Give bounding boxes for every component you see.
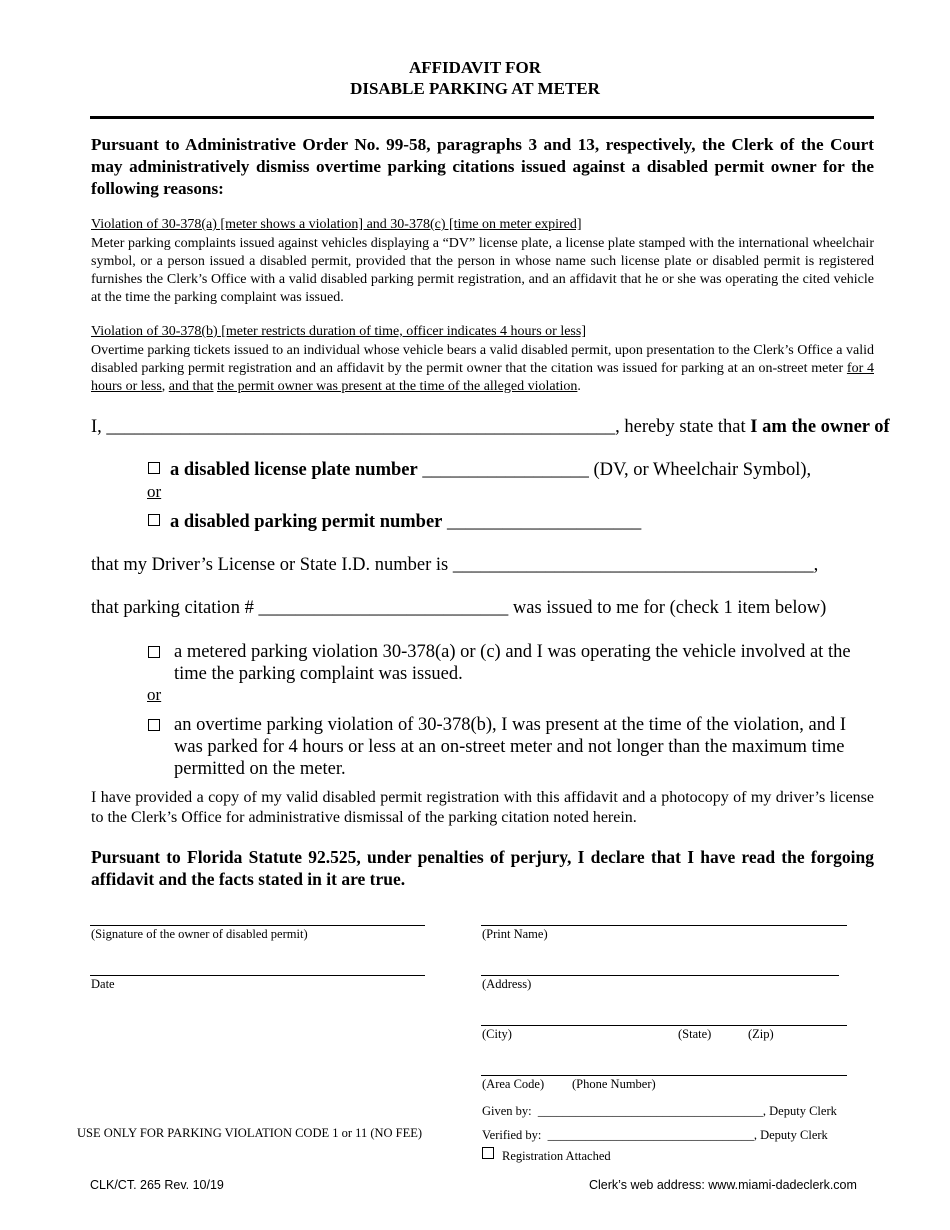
intro-paragraph: Pursuant to Administrative Order No. 99-58, paragraphs 3 and 13, respectively, the Clerk of the Court may administratively dismiss overtime parking citations issued against a disabled permit owner for the following reasons: [91, 135, 874, 198]
permit-number-option: a disabled parking permit number _____________________ [148, 511, 641, 533]
header-rule [90, 116, 874, 119]
signature-line[interactable] [90, 925, 425, 926]
overtime-violation-option [148, 714, 878, 780]
phone-number-label: (Phone Number) [572, 1077, 656, 1091]
section1-body: Meter parking complaints issued against vehicles displaying a “DV” license plate, a license plate stamped with the international wheelchair symbol, or a person issued a disabled permit, provided that the person in whose name such license plate or disabled permit is registered furnishes the Clerk’s Office with a valid disabled parking permit registration, and an affidavit that he or she was operating the cited vehicle at the time the parking complaint was issued. [91, 236, 874, 305]
section2-heading: Violation of 30-378(b) [meter restricts duration of time, officer indicates 4 hours or less] [91, 324, 586, 339]
print-name-label: (Print Name) [482, 927, 548, 941]
permit-number-field[interactable]: _____________________ [442, 512, 642, 532]
phone-line[interactable] [481, 1075, 847, 1076]
clerk-web-address: Clerk’s web address: www.miami-dadeclerk.com [589, 1178, 857, 1192]
zip-label: (Zip) [748, 1027, 774, 1041]
date-line[interactable] [90, 975, 425, 976]
given-by-row: Given by: ____________________________________, Deputy Clerk [482, 1104, 837, 1118]
date-label: Date [91, 977, 115, 991]
registration-attached-row: Registration Attached [482, 1147, 611, 1164]
permit-number-checkbox[interactable] [148, 514, 160, 526]
state-label: (State) [678, 1027, 712, 1041]
area-code-label: (Area Code) [482, 1077, 545, 1091]
section2-body: Overtime parking tickets issued to an individual whose vehicle bears a valid disabled permit, upon presentation to the Clerk’s Office a valid disabled parking permit registration and an affidavit by the permit owner that the citation was issued for parking at an on-street meter for 4 hours or less, and that the permit owner was present at the time of the alleged violation. [91, 343, 874, 394]
drivers-license-line: that my Driver’s License or State I.D. number is _______________________________________, [91, 555, 819, 575]
given-by-field[interactable]: ____________________________________ [537, 1104, 763, 1118]
city-label: (City) [482, 1027, 512, 1041]
owner-statement-line: I, _______________________________________________________, hereby state that I am the owner of [91, 417, 890, 437]
perjury-declaration: Pursuant to Florida Statute 92.525, under penalties of perjury, I declare that I have read the forgoing affidavit and the facts stated in it are true. [91, 847, 874, 889]
license-plate-option: a disabled license plate number __________________ (DV, or Wheelchair Symbol), [148, 459, 811, 481]
address-line[interactable] [481, 975, 839, 976]
owner-name-field[interactable]: _______________________________________________________ [106, 417, 616, 437]
verified-by-row: Verified by: _________________________________, Deputy Clerk [482, 1128, 828, 1142]
verified-by-field[interactable]: _________________________________ [547, 1128, 754, 1142]
form-title-line2: DISABLE PARKING AT METER [350, 79, 600, 98]
print-name-line[interactable] [481, 925, 847, 926]
metered-violation-checkbox[interactable] [148, 646, 160, 658]
or-separator-2: or [147, 685, 162, 704]
overtime-violation-text: an overtime parking violation of 30-378(b), I was present at the time of the violation, and I was parked for 4 hours or less at an on-street meter and not longer than the maximum time permitted on the meter. [174, 715, 846, 779]
form-code: CLK/CT. 265 Rev. 10/19 [90, 1178, 224, 1192]
provided-statement: I have provided a copy of my valid disabled permit registration with this affidavit and a photocopy of my driver’s license to the Clerk’s Office for administrative dismissal of the parking citation noted herein. [91, 789, 874, 826]
drivers-license-field[interactable]: _______________________________________ [452, 555, 814, 575]
address-label: (Address) [482, 977, 532, 991]
metered-violation-text: a metered parking violation 30-378(a) or (c) and I was operating the vehicle involved at the time the parking complaint was issued. [174, 642, 851, 684]
use-only-note: USE ONLY FOR PARKING VIOLATION CODE 1 or 11 (NO FEE) [77, 1126, 423, 1140]
or-separator-1: or [147, 482, 162, 501]
metered-violation-option [148, 641, 878, 685]
license-plate-field[interactable]: __________________ [417, 460, 594, 480]
license-plate-checkbox[interactable] [148, 462, 160, 474]
registration-attached-checkbox[interactable] [482, 1147, 494, 1159]
section1-heading: Violation of 30-378(a) [meter shows a violation] and 30-378(c) [time on meter expired] [91, 217, 582, 232]
overtime-violation-checkbox[interactable] [148, 719, 160, 731]
citation-number-field[interactable]: ___________________________ [258, 598, 509, 618]
form-title-line1: AFFIDAVIT FOR [408, 58, 542, 77]
citation-line: that parking citation # ___________________________ was issued to me for (check 1 item below) [91, 598, 827, 618]
signature-label: (Signature of the owner of disabled permit) [91, 927, 308, 941]
city-state-zip-line[interactable] [481, 1025, 847, 1026]
